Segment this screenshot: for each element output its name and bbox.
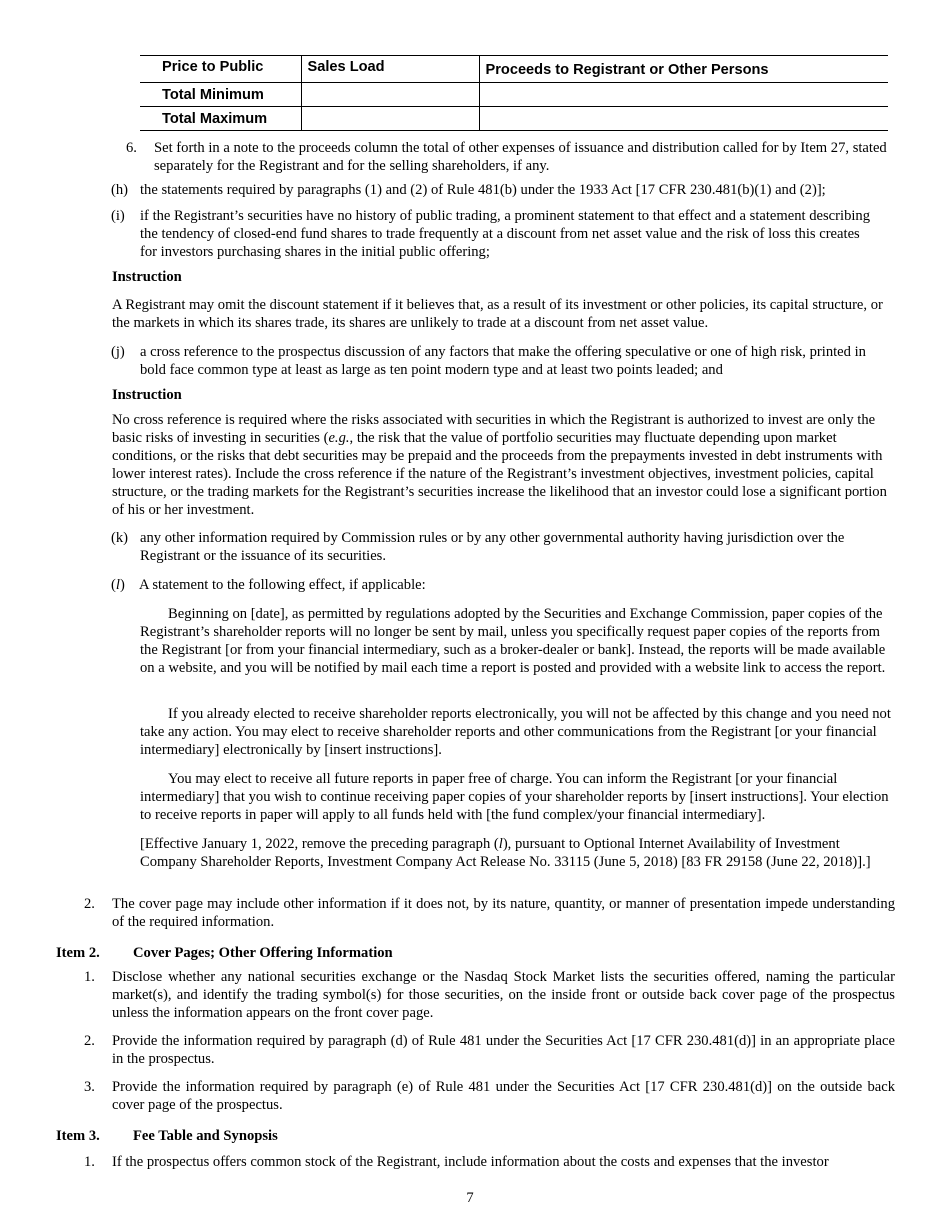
list-item-text: any other information required by Commission rules or by any other governmental authority having jurisdiction over the Registrant or the issuance of its securities. [140, 530, 845, 564]
table-header-cell: Proceeds to Registrant or Other Persons [479, 56, 888, 83]
page-number: 7 [466, 1190, 474, 1206]
instruction-heading: Instruction [112, 387, 182, 403]
statement-paragraph: If you already elected to receive shareholder reports electronically, you will not be affected by this change and you need not take any action. You may elect to receive shareholder reports and other communications from the Registrant [or your financial intermediary] electronically by [insert instructions]. [140, 706, 891, 758]
list-item-text: A statement to the following effect, if applicable: [139, 577, 426, 593]
instruction-heading: Instruction [112, 269, 182, 285]
table-header-cell: Sales Load [301, 56, 479, 83]
table-row [140, 107, 888, 131]
statement-paragraph: You may elect to receive all future reports in paper free of charge. You can inform the Registrant [or your financial intermediary] that you wish to continue receiving paper copies of your shareholder reports by [insert instructions]. Your election to receive reports in paper will apply to all funds held with [the fund complex/your financial intermediary]. [140, 771, 889, 823]
item-title: Fee Table and Synopsis [133, 1128, 278, 1144]
table-header-cell: Price to Public [140, 56, 301, 83]
statement-paragraph: [Effective January 1, 2022, remove the preceding paragraph (l), pursuant to Optional Internet Availability of Investment Company Shareholder Reports, Investment Company Act Release No. 33115 (June 5, 2018) [83 FR 29158 (June 22, 2018)].] [140, 836, 871, 870]
list-item-text: Set forth in a note to the proceeds column the total of other expenses of issuance and distribution called for by Item 27, stated separately for the Registrant and for the selling shareholders, if any. [154, 140, 887, 174]
statement-paragraph: Beginning on [date], as permitted by regulations adopted by the Securities and Exchange Commission, paper copies of the Registrant’s shareholder reports will no longer be sent by mail, unless you specifically request paper copies of the reports from the Registrant [or from your financial intermediary, such as a broker-dealer or bank]. Instead, the reports will be made available on a website, and you will be notified by mail each time a report is posted and provided with a website link to access the report. [140, 606, 886, 676]
list-item-text: Provide the information required by paragraph (e) of Rule 481 under the Securities Act [17 CFR 230.481(d)] on the outside back cover page of the prospectus. [112, 1079, 895, 1113]
table-cell [301, 83, 479, 107]
list-item-text: the statements required by paragraphs (1) and (2) of Rule 481(b) under the 1933 Act [17 CFR 230.481(b)(1) and (2)]; [140, 182, 826, 198]
table-cell [301, 107, 479, 131]
list-number: 2. [84, 1033, 95, 1049]
list-number: 6. [126, 140, 137, 156]
list-item-text: Disclose whether any national securities exchange or the Nasdaq Stock Market lists the securities offered, naming the particular market(s), and identify the trading symbol(s) for those securities, on the inside front or outside back cover page of the prospectus unless the information appears on the front cover page. [112, 969, 895, 1021]
offering-price-table [140, 55, 888, 131]
list-label: (j) [111, 344, 125, 360]
list-label: (k) [111, 530, 129, 546]
list-number: 3. [84, 1079, 95, 1095]
list-item-text: The cover page may include other information if it does not, by its nature, quantity, or manner of presentation impede understanding of the required information. [112, 896, 895, 930]
table-row [140, 83, 888, 107]
list-item-text: If the prospectus offers common stock of the Registrant, include information about the costs and expenses that the investor [112, 1154, 829, 1170]
table-cell [479, 107, 888, 131]
list-number: 2. [84, 896, 95, 912]
table-cell: Total Maximum [140, 107, 301, 131]
table-cell [479, 83, 888, 107]
list-item-text: a cross reference to the prospectus discussion of any factors that make the offering speculative or one of high risk, printed in bold face common type at least as large as ten point modern type and at least two points leaded; and [140, 344, 866, 378]
list-item-text: Provide the information required by paragraph (d) of Rule 481 under the Securities Act [17 CFR 230.481(d)] in an appropriate place in the prospectus. [112, 1033, 895, 1067]
list-item-text: if the Registrant’s securities have no history of public trading, a prominent statement to that effect and a statement describing the tendency of closed-end fund shares to trade frequently at a discount from net asset value and the risk of loss this creates for investors purchasing shares in the initial public offering; [140, 208, 871, 260]
item-title: Cover Pages; Other Offering Information [133, 945, 393, 961]
list-label: (h) [111, 182, 129, 198]
list-label: (i) [111, 208, 125, 224]
table-header-row [140, 56, 888, 83]
list-number: 1. [84, 969, 95, 985]
item-label: Item 3. [56, 1128, 100, 1144]
item-label: Item 2. [56, 945, 100, 961]
instruction-text: A Registrant may omit the discount statement if it believes that, as a result of its investment or other policies, its capital structure, or the markets in which its shares trade, its shares are unlikely to trade at a discount from net asset value. [112, 297, 883, 331]
list-label: (l) [111, 577, 125, 593]
instruction-text: No cross reference is required where the risks associated with securities in which the Registrant is authorized to invest are only the basic risks of investing in securities (e.g., the risk that the value of portfolio securities may fluctuate depending upon market conditions, or the risks that debt securities may be prepaid and the proceeds from the prepayments invested in debt instruments with lower interest rates). Include the cross reference if the nature of the Registrant’s investment objectives, investment policies, capital structure, or the trading markets for the Registrant’s securities increase the likelihood that an investor could lose a significant portion of his or her investment. [112, 412, 887, 518]
list-number: 1. [84, 1154, 95, 1170]
table-cell: Total Minimum [140, 83, 301, 107]
